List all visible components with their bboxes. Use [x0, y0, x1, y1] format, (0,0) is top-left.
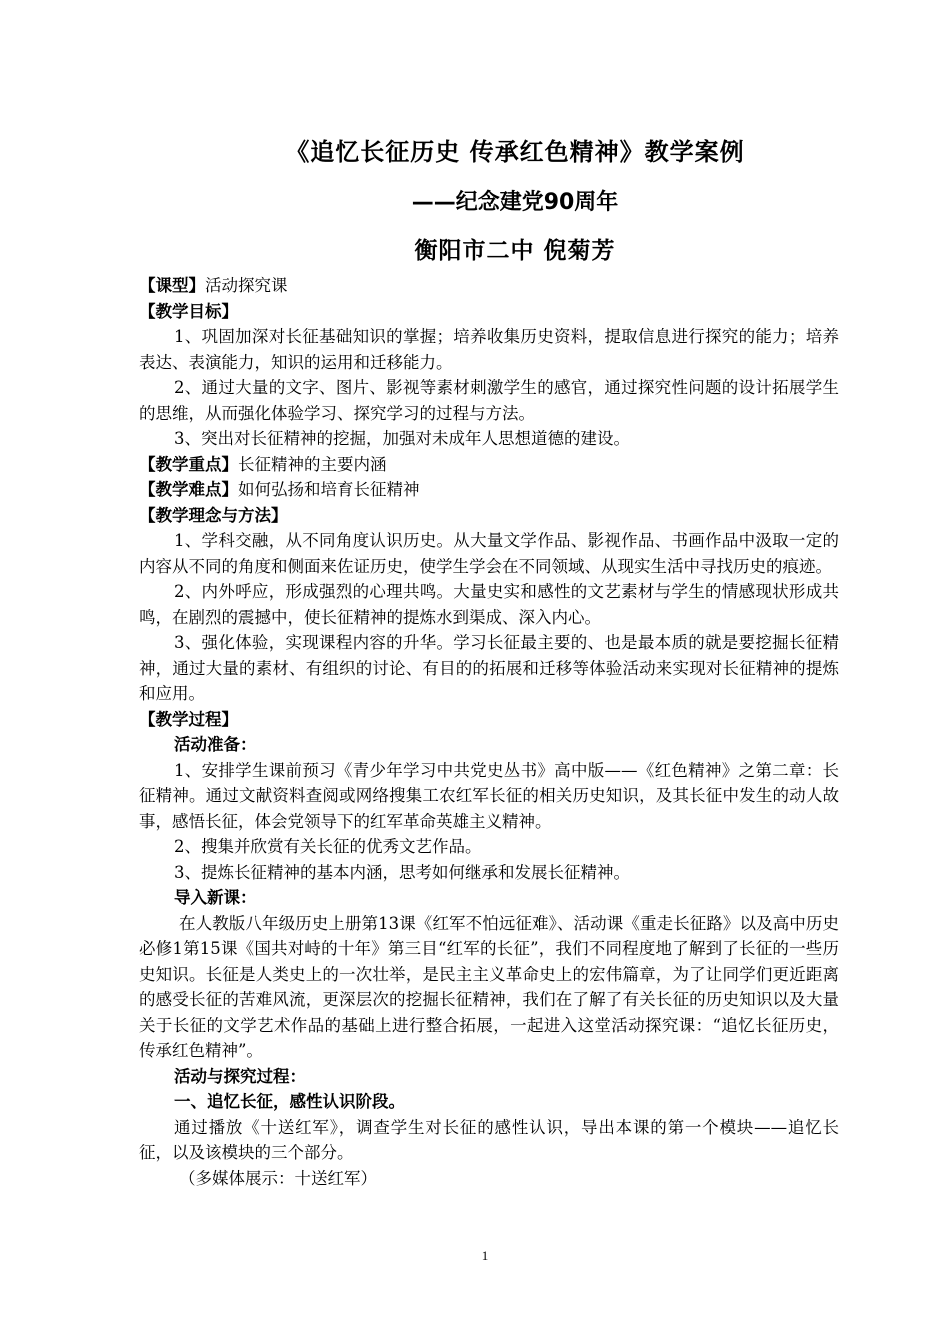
- difficulty-line: [139, 477, 839, 503]
- methods-heading: [139, 503, 839, 529]
- goal-item: 3、突出对长征精神的挖掘，加强对未成年人思想道德的建设。: [174, 429, 630, 448]
- process-heading: [139, 707, 839, 733]
- course-type-line: [139, 273, 839, 299]
- course-type-value: 活动探究课: [205, 276, 288, 295]
- method-item: 2、内外呼应，形成强烈的心理共鸣。大量史实和感性的文艺素材与学生的情感现状形成共鸣，在剧烈的震撼中，使长征精神的提炼水到渠成、深入内心。: [139, 582, 839, 627]
- goal-item: 2、通过大量的文字、图片、影视等素材刺激学生的感官，通过探究性问题的设计拓展学生的思维，从而强化体验学习、探究学习的过程与方法。: [139, 378, 839, 423]
- prep-item: 3、提炼长征精神的基本内涵，思考如何继承和发展长征精神。: [174, 862, 630, 882]
- goal-item: 1、巩固加深对长征基础知识的掌握；培养收集历史资料，提取信息进行探究的能力；培养表达、表演能力，知识的运用和迁移能力。: [139, 327, 839, 372]
- method-item: 1、学科交融，从不同角度认识历史。从大量文学作品、影视作品、书画作品中汲取一定的内容从不同的角度和侧面来佐证历史，使学生学会在不同领域、从现实生活中寻找历史的痕迹。: [139, 531, 839, 576]
- key-point-label: 【教学重点】: [139, 454, 238, 474]
- difficulty-value: 如何弘扬和培育长征精神: [238, 480, 420, 499]
- document-author: 衡阳市二中 倪菊芳: [414, 238, 616, 264]
- difficulty-label: 【教学难点】: [139, 480, 238, 499]
- prep-title: 活动准备：: [174, 735, 257, 754]
- prep-item: 1、安排学生课前预习《青少年学习中共党史丛书》高中版——《红色精神》之第二章：长征精神。通过文献资料查阅或网络搜集工农红军长征的相关历史知识，及其长征中发生的动人故事，感悟长征，体会党领导下的红军革命英雄主义精神。: [139, 760, 839, 831]
- intro-title: 导入新课：: [174, 888, 257, 907]
- document-subtitle: ——纪念建党90周年: [411, 190, 619, 215]
- key-point-line: [139, 452, 839, 478]
- document-title: 《追忆长征历史 传承红色精神》教学案例: [285, 138, 745, 166]
- page-number: 1: [481, 1248, 489, 1263]
- goals-label: 【教学目标】: [139, 301, 238, 321]
- intro-text: 在人教版八年级历史上册第13课《红军不怕远征难》、活动课《重走长征路》以及高中历史必修1第15课《国共对峙的十年》第三目“红军的长征”，我们不同程度地了解到了长征的一些历史知识。长征是人类史上的一次壮举，是民主主义革命史上的宏伟篇章，为了让同学们更近距离的感受长征的苦难风流，更深层次的挖掘长征精神，我们在了解了有关长征的历史知识以及大量关于长征的文学艺术作品的基础上进行整合拓展，一起进入这堂活动探究课：“追忆长征历史，传承红色精神”。: [139, 913, 839, 1060]
- document-body: [139, 273, 839, 1191]
- activity-title: 活动与探究过程：: [174, 1066, 306, 1086]
- prep-item: 2、搜集并欣赏有关长征的优秀文艺作品。: [174, 837, 482, 856]
- stage1-text: 通过播放《十送红军》，调查学生对长征的感性认识，导出本课的第一个模块——追忆长征，以及该模块的三个部分。: [139, 1117, 839, 1162]
- stage1-title: 一、追忆长征，感性认识阶段。: [174, 1092, 405, 1111]
- stage1-note: （多媒体展示：十送红军）: [179, 1168, 377, 1188]
- key-point-value: 长征精神的主要内涵: [238, 454, 387, 474]
- goals-heading: [139, 299, 839, 325]
- process-label: 【教学过程】: [139, 709, 238, 729]
- methods-label: 【教学理念与方法】: [139, 505, 288, 525]
- course-type-label: 【课型】: [139, 276, 205, 295]
- method-item: 3、强化体验，实现课程内容的升华。学习长征最主要的、也是最本质的就是要挖掘长征精神，通过大量的素材、有组织的讨论、有目的的拓展和迁移等体验活动来实现对长征精神的提炼和应用。: [139, 633, 839, 703]
